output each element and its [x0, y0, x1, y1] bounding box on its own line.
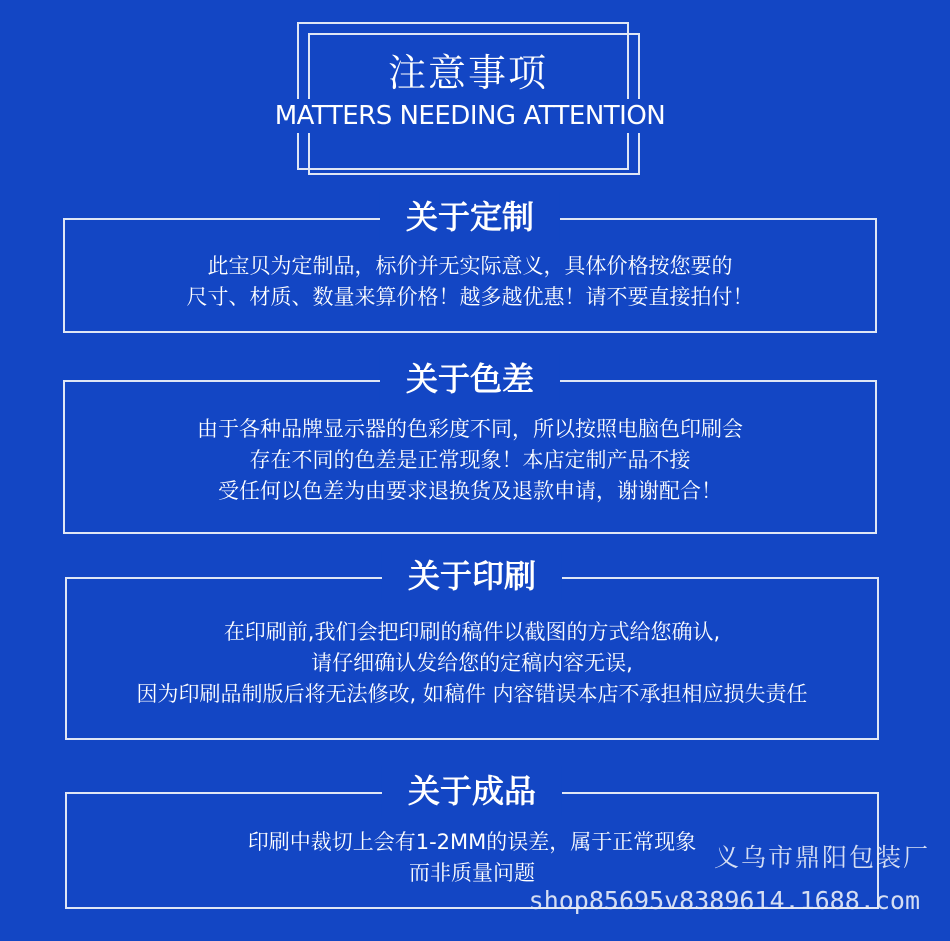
section-heading: 关于定制	[380, 192, 560, 242]
section-line: 印刷中裁切上会有1-2MM的误差，属于正常现象	[247, 830, 697, 854]
section-line: 此宝贝为定制品，标价并无实际意义，具体价格按您要的	[207, 254, 733, 278]
section-color-difference	[63, 360, 877, 534]
section-printing	[65, 557, 879, 740]
watermark-url: shop85695v8389614.1688.com	[528, 886, 920, 915]
section-line: 由于各种品牌显示器的色彩度不同，所以按照电脑色印刷会	[197, 417, 743, 441]
section-heading: 关于色差	[380, 354, 560, 404]
section-body	[65, 414, 875, 507]
section-body	[65, 251, 875, 313]
section-line: 尺寸、材质、数量来算价格！越多越优惠！请不要直接拍付！	[186, 285, 754, 309]
section-body	[67, 617, 877, 710]
page-title: 注意事项	[368, 50, 568, 96]
section-heading: 关于成品	[382, 766, 562, 816]
section-line: 请仔细确认发给您的定稿内容无误,	[311, 651, 633, 675]
section-line: 在印刷前,我们会把印刷的稿件以截图的方式给您确认,	[223, 620, 721, 644]
section-heading: 关于印刷	[382, 551, 562, 601]
section-line: 受任何以色差为由要求退换货及退款申请，谢谢配合！	[218, 479, 722, 503]
watermark-shop-name: 义乌市鼎阳包装厂	[713, 843, 930, 872]
section-line: 而非质量问题	[409, 861, 535, 885]
section-custom	[63, 198, 877, 333]
page-subtitle: MATTERS NEEDING ATTENTION	[255, 99, 685, 133]
section-line: 因为印刷品制版后将无法修改, 如稿件 内容错误本店不承担相应损失责任	[136, 682, 808, 706]
section-line: 存在不同的色差是正常现象！本店定制产品不接	[249, 448, 691, 472]
